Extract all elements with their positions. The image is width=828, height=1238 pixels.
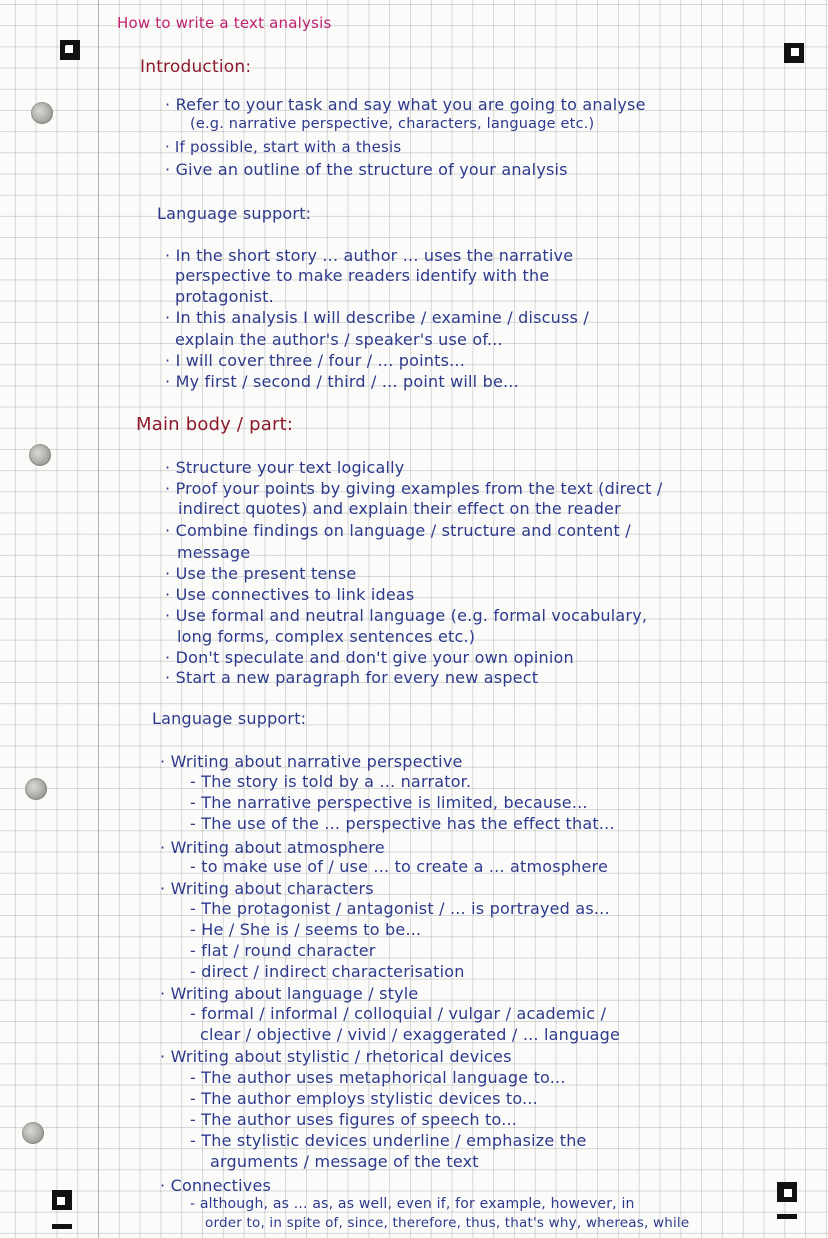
intro-support-line-6: · I will cover three / four / ... points... <box>165 351 465 370</box>
scan-marker-bottom-left-icon <box>52 1190 72 1210</box>
main-support-line-18: - The author uses figures of speech to... <box>190 1110 518 1129</box>
intro-bullet-3: · Give an outline of the structure of your analysis <box>165 160 568 179</box>
main-support-line-17: - The author employs stylistic devices to... <box>190 1089 538 1108</box>
heading-main-body: Main body / part: <box>136 414 294 435</box>
main-support-line-1: · Writing about narrative perspective <box>160 752 463 771</box>
intro-support-line-1: · In the short story ... author ... uses the narrative <box>165 246 574 265</box>
intro-support-line-2: perspective to make readers identify with the <box>175 266 550 285</box>
scan-marker-top-right-icon <box>784 43 804 63</box>
punch-hole-2 <box>29 444 51 466</box>
main-support-line-8: - The protagonist / antagonist / ... is portrayed as... <box>190 899 610 918</box>
intro-bullet-1: · Refer to your task and say what you are going to analyse <box>165 95 646 114</box>
intro-bullet-1-cont: (e.g. narrative perspective, characters, language etc.) <box>190 116 595 132</box>
intro-bullet-2: · If possible, start with a thesis <box>165 138 402 156</box>
intro-support-line-7: · My first / second / third / ... point will be... <box>165 372 519 391</box>
main-support-line-22: - although, as ... as, as well, even if, for example, however, in <box>190 1196 635 1212</box>
punch-hole-3 <box>25 778 47 800</box>
main-bullet-6: · Use formal and neutral language (e.g. formal vocabulary, <box>165 606 648 625</box>
main-bullet-7: · Don't speculate and don't give your own opinion <box>165 648 574 667</box>
punch-hole-4 <box>22 1122 44 1144</box>
main-support-line-4: - The use of the ... perspective has the effect that... <box>190 814 615 833</box>
main-support-line-16: - The author uses metaphorical language to... <box>190 1068 566 1087</box>
main-support-line-12: · Writing about language / style <box>160 984 419 1003</box>
main-support-line-3: - The narrative perspective is limited, because... <box>190 793 588 812</box>
margin-line <box>98 0 99 1238</box>
punch-hole-1 <box>31 102 53 124</box>
main-bullet-1: · Structure your text logically <box>165 458 405 477</box>
main-bullet-3-cont: message <box>177 543 251 562</box>
heading-main-language-support: Language support: <box>152 709 307 728</box>
main-bullet-2: · Proof your points by giving examples from the text (direct / <box>165 479 663 498</box>
scan-marker-bottom-right-icon <box>777 1182 797 1202</box>
main-support-line-6: - to make use of / use ... to create a ... atmosphere <box>190 857 609 876</box>
main-support-line-20: arguments / message of the text <box>210 1152 479 1171</box>
scan-marker-top-left-icon <box>60 40 80 60</box>
main-bullet-3: · Combine findings on language / structure and content / <box>165 521 631 540</box>
main-bullet-8: · Start a new paragraph for every new aspect <box>165 668 539 687</box>
scan-marker-bar-bottom-left <box>52 1224 72 1229</box>
main-support-line-21: · Connectives <box>160 1176 272 1195</box>
main-bullet-4: · Use the present tense <box>165 564 357 583</box>
main-support-line-13: - formal / informal / colloquial / vulgar / academic / <box>190 1004 607 1023</box>
main-bullet-2-cont: indirect quotes) and explain their effect on the reader <box>178 499 621 518</box>
intro-support-line-3: protagonist. <box>175 287 274 306</box>
main-support-line-15: · Writing about stylistic / rhetorical devices <box>160 1047 512 1066</box>
page-title: How to write a text analysis <box>117 14 332 32</box>
main-bullet-6-cont: long forms, complex sentences etc.) <box>177 627 476 646</box>
main-support-line-11: - direct / indirect characterisation <box>190 962 465 981</box>
main-support-line-9: - He / She is / seems to be... <box>190 920 422 939</box>
main-support-line-7: · Writing about characters <box>160 879 374 898</box>
intro-support-line-4: · In this analysis I will describe / examine / discuss / <box>165 308 589 327</box>
main-support-line-5: · Writing about atmosphere <box>160 838 385 857</box>
heading-introduction: Introduction: <box>140 57 252 77</box>
main-support-line-23: order to, in spite of, since, therefore, thus, that's why, whereas, while <box>205 1215 690 1231</box>
intro-support-line-5: explain the author's / speaker's use of... <box>175 330 503 349</box>
main-support-line-14: clear / objective / vivid / exaggerated / ... language <box>200 1025 621 1044</box>
main-bullet-5: · Use connectives to link ideas <box>165 585 415 604</box>
heading-intro-language-support: Language support: <box>157 204 312 223</box>
main-support-line-10: - flat / round character <box>190 941 376 960</box>
main-support-line-2: - The story is told by a ... narrator. <box>190 772 472 791</box>
main-support-line-19: - The stylistic devices underline / emphasize the <box>190 1131 587 1150</box>
scan-marker-bar-bottom-right <box>777 1214 797 1219</box>
